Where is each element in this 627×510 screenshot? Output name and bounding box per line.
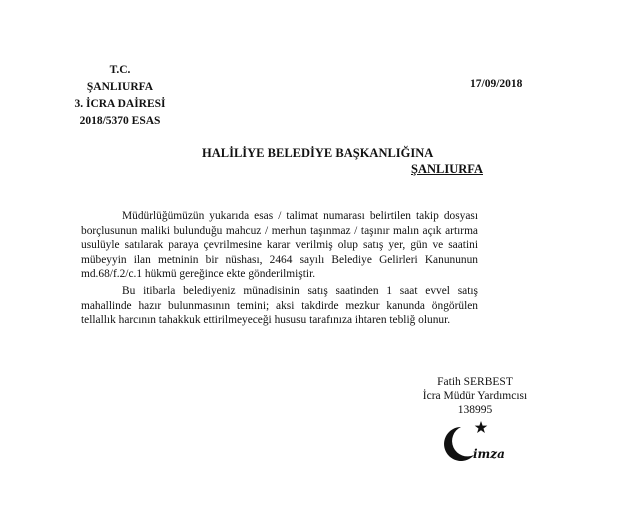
signature-block bbox=[405, 376, 545, 417]
body-paragraph-2: Bu itibarla belediyeniz münadisinin satış saatinden 1 saat evvel satış mahallinde hazır bulunmasının temini; aksi takdirde mezkur kanunda öngörülen tellallık harcının tahakkuk ettirilmeyeceği hususu tarafınıza ihtaren tebliğ olunur. bbox=[81, 284, 478, 327]
header-city: ŞANLIURFA bbox=[86, 81, 154, 93]
crescent-star-seal-icon bbox=[437, 421, 517, 469]
header-case-number: 2018/5370 ESAS bbox=[79, 115, 161, 127]
signer-title: İcra Müdür Yardımcısı bbox=[422, 389, 528, 402]
seal-signature-text: imza bbox=[473, 447, 505, 461]
court-header bbox=[70, 62, 170, 130]
signer-name: Fatih SERBEST bbox=[437, 376, 513, 388]
addressee-line-1: HALİLİYE BELEDİYE BAŞKANLIĞINA bbox=[202, 146, 434, 160]
body-paragraph-1: Müdürlüğümüzün yukarıda esas / talimat numarası belirtilen takip dosyası borçlusunun maliki bulunduğu mahcuz / merhun taşınmaz / taşınır malın açık artırma usulüyle satılarak paraya çevrilmesine karar verilmiş olup satış yer, gün ve saatini mübeyyin ilan metninin bir nüshası, 2464 sayılı Belediye Gelirleri Kanununun md.68/f.2/c.1 hükmü gereğince ekte gönderilmiştir. bbox=[81, 210, 478, 281]
signer-number: 138995 bbox=[457, 403, 493, 416]
addressee-line-2: ŞANLIURFA bbox=[411, 162, 483, 176]
document-date: 17/09/2018 bbox=[470, 78, 523, 90]
header-tc: T.C. bbox=[109, 64, 131, 76]
letter-body bbox=[81, 209, 478, 328]
header-office: 3. İCRA DAİRESİ bbox=[74, 98, 166, 110]
